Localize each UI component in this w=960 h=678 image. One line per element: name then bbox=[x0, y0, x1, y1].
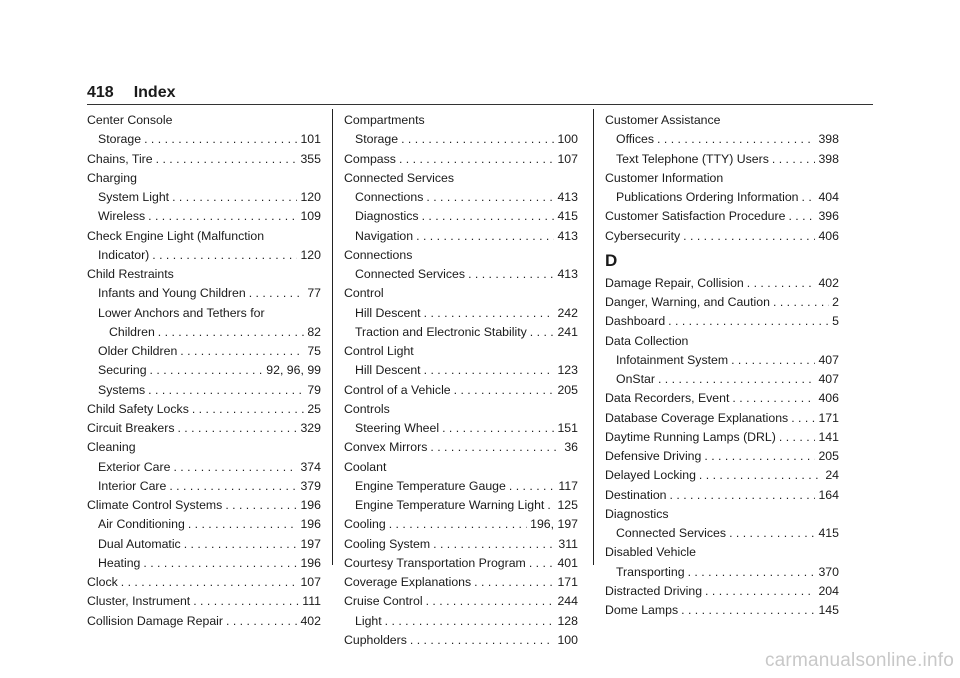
entry-label: Exterior Care bbox=[98, 459, 171, 474]
index-heading: Connected Services bbox=[344, 170, 455, 185]
index-subentry bbox=[87, 130, 321, 149]
entry-label: Engine Temperature Gauge bbox=[355, 478, 506, 493]
entry-label: Chains, Tire bbox=[87, 151, 153, 166]
entry-page: 205 bbox=[557, 382, 578, 397]
entry-page: 36 bbox=[564, 440, 578, 455]
entry-page: 125 bbox=[557, 498, 578, 512]
dot-leader bbox=[172, 188, 297, 207]
entry-page: 123 bbox=[557, 363, 578, 378]
entry-label: Climate Control Systems bbox=[87, 498, 223, 512]
index-subentry bbox=[87, 361, 321, 380]
index-heading: Data Collection bbox=[605, 333, 689, 348]
entry-page: 379 bbox=[300, 478, 321, 493]
entry-page: 171 bbox=[818, 410, 839, 425]
entry-page: 355 bbox=[300, 151, 321, 166]
entry-label: Coverage Explanations bbox=[344, 575, 472, 589]
index-subentry bbox=[87, 535, 321, 554]
index-subentry bbox=[344, 361, 578, 380]
index-column-2 bbox=[344, 111, 578, 650]
entry-label: Compass bbox=[344, 151, 396, 166]
index-heading: Cleaning bbox=[87, 440, 136, 455]
index-subentry bbox=[344, 304, 578, 323]
index-heading: Diagnostics bbox=[605, 506, 669, 521]
dot-leader bbox=[193, 592, 299, 611]
dot-leader bbox=[416, 227, 554, 246]
index-entry bbox=[605, 428, 839, 447]
dot-leader bbox=[169, 477, 297, 496]
dot-leader bbox=[683, 227, 815, 246]
index-heading: Check Engine Light (Malfunction bbox=[87, 228, 265, 243]
dot-leader bbox=[389, 515, 527, 534]
section-letter: D bbox=[605, 250, 618, 270]
watermark: carmanualsonline.info bbox=[764, 650, 954, 671]
entry-label: Database Coverage Explanations bbox=[605, 410, 789, 425]
entry-label: Interior Care bbox=[98, 478, 167, 493]
index-subentry bbox=[87, 342, 321, 361]
dot-leader bbox=[547, 496, 554, 515]
entry-page: 415 bbox=[557, 209, 578, 224]
entry-page: 196 bbox=[300, 555, 321, 570]
index-entry bbox=[605, 389, 839, 408]
dot-leader bbox=[249, 284, 305, 303]
entry-page: 77 bbox=[307, 286, 321, 301]
dot-leader bbox=[454, 381, 555, 400]
entry-label: Damage Repair, Collision bbox=[605, 275, 744, 290]
entry-label: Infotainment System bbox=[616, 352, 729, 367]
dot-leader bbox=[184, 535, 298, 554]
dot-leader bbox=[152, 246, 297, 265]
entry-label: Cooling System bbox=[344, 536, 431, 551]
dot-leader bbox=[121, 573, 298, 592]
entry-page: 401 bbox=[557, 555, 578, 570]
entry-page: 311 bbox=[558, 536, 578, 551]
entry-label: Connected Services bbox=[355, 267, 466, 281]
dot-leader bbox=[188, 515, 298, 534]
entry-page: 196, 197 bbox=[530, 517, 578, 532]
entry-label: Offices bbox=[616, 132, 655, 147]
index-entry bbox=[344, 515, 578, 534]
page-title: Index bbox=[133, 84, 176, 101]
entry-page: 25 bbox=[307, 401, 321, 416]
entry-page: 75 bbox=[307, 344, 321, 358]
entry-page: 329 bbox=[300, 421, 321, 435]
entry-page: 100 bbox=[557, 132, 578, 147]
index-entry bbox=[605, 274, 839, 293]
dot-leader bbox=[772, 150, 816, 169]
dot-leader bbox=[148, 381, 304, 400]
entry-page: 244 bbox=[557, 594, 578, 609]
index-subentry bbox=[344, 207, 578, 226]
index-entry bbox=[87, 496, 321, 515]
index-heading: Compartments bbox=[344, 113, 425, 127]
dot-leader bbox=[668, 312, 829, 331]
dot-leader bbox=[509, 477, 556, 496]
entry-label: Cluster, Instrument bbox=[87, 594, 191, 609]
entry-label: Transporting bbox=[616, 564, 685, 579]
dot-leader bbox=[158, 323, 305, 342]
entry-page: 151 bbox=[557, 421, 578, 435]
dot-leader bbox=[681, 601, 815, 620]
dot-leader bbox=[180, 342, 304, 361]
entry-label: Traction and Electronic Stability bbox=[355, 324, 527, 339]
dot-leader bbox=[426, 188, 554, 207]
entry-label: Cybersecurity bbox=[605, 228, 681, 243]
dot-leader bbox=[148, 207, 297, 226]
entry-label: Securing bbox=[98, 363, 147, 378]
entry-label: Cruise Control bbox=[344, 594, 423, 609]
entry-label: Control of a Vehicle bbox=[344, 382, 451, 397]
entry-label: Circuit Breakers bbox=[87, 421, 175, 435]
index-subentry bbox=[87, 188, 321, 207]
entry-page: 196 bbox=[300, 498, 321, 512]
index-heading: Center Console bbox=[87, 113, 173, 127]
dot-leader bbox=[731, 351, 815, 370]
entry-label: Hill Descent bbox=[355, 305, 421, 320]
dot-leader bbox=[173, 458, 297, 477]
index-subentry bbox=[344, 419, 578, 438]
entry-page: 128 bbox=[557, 613, 578, 628]
dot-leader bbox=[530, 323, 555, 342]
dot-leader bbox=[773, 293, 829, 312]
entry-label: Delayed Locking bbox=[605, 468, 696, 483]
index-heading: Customer Information bbox=[605, 170, 724, 185]
entry-page: 413 bbox=[557, 267, 578, 281]
index-subentry bbox=[605, 351, 839, 370]
index-heading: Charging bbox=[87, 170, 137, 185]
dot-leader bbox=[401, 130, 554, 149]
entry-page: 204 bbox=[818, 583, 839, 598]
index-subentry bbox=[344, 612, 578, 631]
dot-leader bbox=[144, 130, 297, 149]
entry-label: Engine Temperature Warning Light bbox=[355, 498, 545, 512]
index-subentry bbox=[87, 477, 321, 496]
index-subentry bbox=[605, 150, 839, 169]
entry-page: 82 bbox=[307, 324, 321, 339]
index-entry bbox=[87, 592, 321, 611]
entry-page: 164 bbox=[818, 487, 839, 502]
index-subentry bbox=[344, 227, 578, 246]
dot-leader bbox=[399, 150, 555, 169]
index-subentry bbox=[87, 246, 321, 265]
entry-label: Customer Satisfaction Procedure bbox=[605, 209, 786, 224]
index-subentry bbox=[605, 524, 839, 543]
index-heading: Controls bbox=[344, 401, 390, 416]
dot-leader bbox=[705, 582, 815, 601]
dot-leader bbox=[468, 265, 554, 284]
entry-page: 406 bbox=[818, 391, 839, 406]
dot-leader bbox=[802, 188, 816, 207]
column-divider bbox=[332, 109, 333, 565]
index-heading: Customer Assistance bbox=[605, 113, 721, 127]
index-subentry bbox=[605, 130, 839, 149]
entry-label: System Light bbox=[98, 190, 170, 204]
index-entry bbox=[344, 592, 578, 611]
index-entry bbox=[605, 447, 839, 466]
index-heading: Control Light bbox=[344, 344, 414, 358]
index-entry bbox=[605, 312, 839, 331]
entry-label: Infants and Young Children bbox=[98, 286, 246, 301]
entry-page: 413 bbox=[557, 190, 578, 204]
dot-leader bbox=[424, 361, 555, 380]
index-subentry bbox=[87, 458, 321, 477]
entry-page: 117 bbox=[558, 478, 578, 493]
dot-leader bbox=[670, 486, 816, 505]
entry-label: Children bbox=[109, 324, 155, 339]
entry-label: Navigation bbox=[355, 228, 414, 243]
dot-leader bbox=[433, 535, 555, 554]
entry-page: 415 bbox=[818, 526, 839, 540]
index-entry bbox=[87, 612, 321, 631]
entry-page: 197 bbox=[300, 536, 321, 551]
entry-label: Courtesy Transportation Program bbox=[344, 555, 526, 570]
index-subentry bbox=[87, 207, 321, 226]
index-subentry bbox=[344, 188, 578, 207]
entry-label: Text Telephone (TTY) Users bbox=[616, 151, 769, 166]
index-entry bbox=[344, 554, 578, 573]
entry-label: Connected Services bbox=[616, 526, 727, 540]
entry-page: 402 bbox=[300, 613, 321, 628]
header-rule bbox=[87, 104, 873, 105]
dot-leader bbox=[225, 496, 297, 515]
entry-label: Older Children bbox=[98, 344, 178, 358]
entry-label: Air Conditioning bbox=[98, 517, 185, 532]
index-entry bbox=[344, 573, 578, 592]
entry-label: Publications Ordering Information bbox=[616, 190, 799, 204]
dot-leader bbox=[688, 563, 816, 582]
entry-page: 5 bbox=[832, 314, 839, 329]
entry-label: Danger, Warning, and Caution bbox=[605, 295, 770, 309]
dot-leader bbox=[791, 409, 815, 428]
entry-label: Convex Mirrors bbox=[344, 440, 428, 455]
entry-label: Hill Descent bbox=[355, 363, 421, 378]
entry-label: Connections bbox=[355, 190, 424, 204]
entry-page: 205 bbox=[818, 449, 839, 463]
index-heading: Connections bbox=[344, 247, 413, 262]
entry-label: Diagnostics bbox=[355, 209, 419, 224]
entry-page: 100 bbox=[557, 632, 578, 647]
entry-page: 402 bbox=[818, 275, 839, 290]
dot-leader bbox=[704, 447, 815, 466]
dot-leader bbox=[150, 361, 264, 380]
dot-leader bbox=[699, 466, 822, 485]
page-number: 418 bbox=[87, 84, 114, 101]
index-subentry bbox=[344, 477, 578, 496]
dot-leader bbox=[177, 419, 297, 438]
index-column-1 bbox=[87, 111, 321, 631]
index-entry bbox=[344, 438, 578, 457]
dot-leader bbox=[747, 274, 816, 293]
entry-label: OnStar bbox=[616, 372, 655, 386]
entry-label: Daytime Running Lamps (DRL) bbox=[605, 429, 776, 444]
entry-label: Defensive Driving bbox=[605, 449, 702, 463]
index-entry bbox=[605, 409, 839, 428]
dot-leader bbox=[729, 524, 815, 543]
index-heading: Coolant bbox=[344, 459, 387, 474]
entry-label: Distracted Driving bbox=[605, 583, 703, 598]
entry-label: Storage bbox=[98, 132, 142, 147]
entry-page: 120 bbox=[300, 247, 321, 262]
index-subentry bbox=[605, 188, 839, 207]
dot-leader bbox=[474, 573, 554, 592]
entry-label: Collision Damage Repair bbox=[87, 613, 224, 628]
entry-page: 398 bbox=[818, 132, 839, 147]
entry-page: 107 bbox=[300, 575, 321, 589]
entry-label: Cooling bbox=[344, 517, 386, 532]
dot-leader bbox=[410, 631, 555, 650]
entry-label: Clock bbox=[87, 575, 118, 589]
entry-label: Storage bbox=[355, 132, 399, 147]
entry-page: 141 bbox=[818, 429, 839, 444]
entry-page: 196 bbox=[300, 517, 321, 532]
entry-page: 171 bbox=[557, 575, 578, 589]
index-heading: Lower Anchors and Tethers for bbox=[98, 305, 265, 320]
entry-page: 406 bbox=[818, 228, 839, 243]
dot-leader bbox=[156, 150, 298, 169]
index-heading: Child Restraints bbox=[87, 267, 174, 281]
index-entry bbox=[87, 150, 321, 169]
entry-page: 107 bbox=[557, 151, 578, 166]
entry-page: 92, 96, 99 bbox=[266, 363, 321, 378]
entry-label: Dome Lamps bbox=[605, 603, 679, 617]
index-entry bbox=[344, 381, 578, 400]
page-header bbox=[87, 84, 176, 102]
index-entry bbox=[605, 227, 839, 246]
entry-label: Destination bbox=[605, 487, 667, 502]
index-subentry bbox=[344, 323, 578, 342]
entry-page: 109 bbox=[300, 209, 321, 224]
dot-leader bbox=[529, 554, 555, 573]
index-subentry bbox=[87, 515, 321, 534]
entry-page: 407 bbox=[818, 352, 839, 367]
index-subentry bbox=[344, 496, 578, 515]
entry-page: 145 bbox=[818, 603, 839, 617]
index-subentry bbox=[87, 554, 321, 573]
dot-leader bbox=[422, 207, 555, 226]
entry-label: Light bbox=[355, 613, 382, 628]
dot-leader bbox=[143, 554, 297, 573]
dot-leader bbox=[657, 130, 815, 149]
entry-page: 398 bbox=[818, 151, 839, 166]
entry-page: 242 bbox=[557, 305, 578, 320]
index-entry bbox=[87, 400, 321, 419]
entry-label: Heating bbox=[98, 555, 141, 570]
entry-page: 120 bbox=[300, 190, 321, 204]
column-divider bbox=[593, 109, 594, 565]
entry-label: Child Safety Locks bbox=[87, 401, 189, 416]
entry-page: 374 bbox=[300, 459, 321, 474]
dot-leader bbox=[442, 419, 554, 438]
dot-leader bbox=[385, 612, 555, 631]
entry-page: 2 bbox=[832, 295, 839, 309]
entry-page: 413 bbox=[557, 228, 578, 243]
entry-page: 111 bbox=[302, 594, 321, 609]
index-heading: Disabled Vehicle bbox=[605, 545, 696, 560]
entry-label: Dual Automatic bbox=[98, 536, 181, 551]
index-entry bbox=[344, 150, 578, 169]
dot-leader bbox=[192, 400, 304, 419]
index-entry bbox=[605, 207, 839, 226]
index-subentry bbox=[605, 370, 839, 389]
dot-leader bbox=[658, 370, 816, 389]
index-entry bbox=[344, 535, 578, 554]
entry-page: 241 bbox=[557, 324, 578, 339]
index-entry bbox=[605, 486, 839, 505]
dot-leader bbox=[424, 304, 555, 323]
index-heading: Control bbox=[344, 286, 384, 301]
entry-page: 101 bbox=[300, 132, 321, 147]
entry-label: Data Recorders, Event bbox=[605, 391, 730, 406]
entry-label: Wireless bbox=[98, 209, 146, 224]
entry-page: 79 bbox=[307, 382, 321, 397]
index-subentry bbox=[87, 323, 321, 342]
entry-page: 407 bbox=[818, 372, 839, 386]
dot-leader bbox=[430, 438, 561, 457]
dot-leader bbox=[779, 428, 816, 447]
entry-page: 396 bbox=[818, 209, 839, 224]
entry-label: Steering Wheel bbox=[355, 421, 440, 435]
index-entry bbox=[605, 582, 839, 601]
dot-leader bbox=[426, 592, 555, 611]
dot-leader bbox=[732, 389, 815, 408]
index-subentry bbox=[87, 381, 321, 400]
index-entry bbox=[605, 293, 839, 312]
index-entry bbox=[605, 601, 839, 620]
index-entry bbox=[87, 573, 321, 592]
entry-page: 370 bbox=[818, 564, 839, 579]
dot-leader bbox=[226, 612, 297, 631]
entry-page: 24 bbox=[825, 468, 839, 483]
index-subentry bbox=[344, 130, 578, 149]
dot-leader bbox=[788, 207, 815, 226]
entry-label: Indicator) bbox=[98, 247, 150, 262]
entry-label: Systems bbox=[98, 382, 146, 397]
index-subentry bbox=[344, 265, 578, 284]
entry-page: 404 bbox=[818, 190, 839, 204]
index-column-3 bbox=[605, 111, 839, 620]
entry-label: Dashboard bbox=[605, 314, 666, 329]
index-entry bbox=[344, 631, 578, 650]
entry-label: Cupholders bbox=[344, 632, 407, 647]
index-entry bbox=[605, 466, 839, 485]
index-subentry bbox=[87, 284, 321, 303]
index-entry bbox=[87, 419, 321, 438]
index-subentry bbox=[605, 563, 839, 582]
